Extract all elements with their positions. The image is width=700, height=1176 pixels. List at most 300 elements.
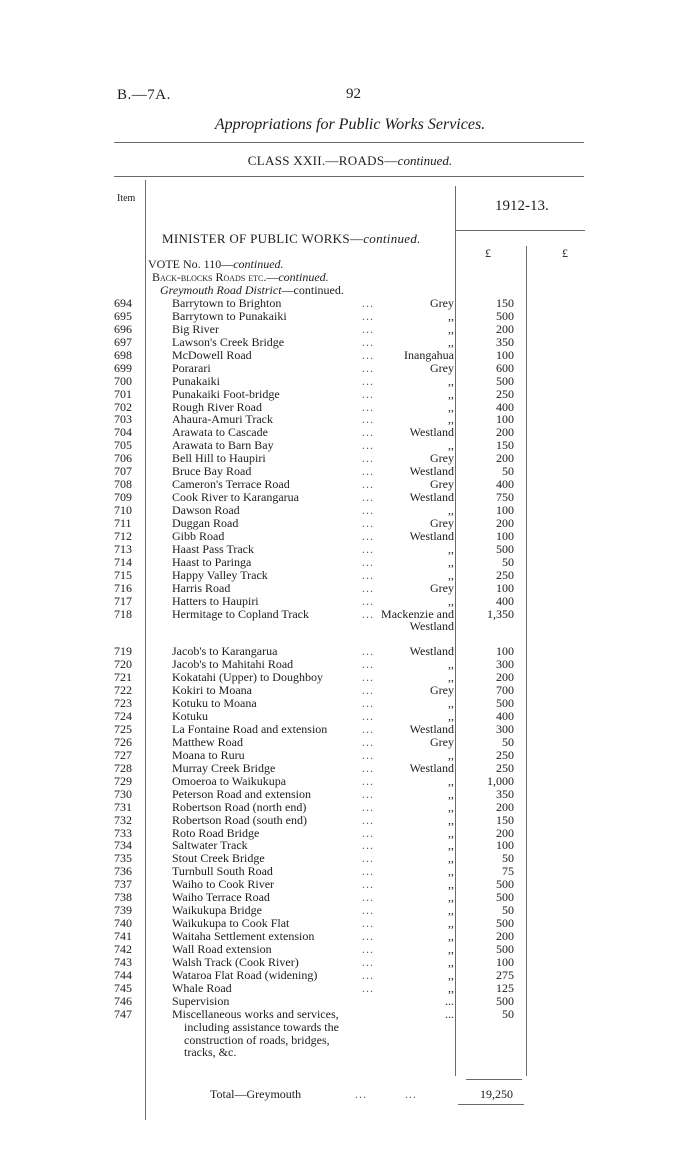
table-row: [0, 543, 700, 556]
vote-heading-main: VOTE No. 110—: [148, 257, 234, 271]
item-description: Robertson Road (north end): [172, 799, 307, 814]
minister-heading: [162, 231, 421, 247]
item-number: 708: [114, 477, 132, 492]
item-number: 746: [114, 993, 132, 1008]
item-description: Haast to Paringa: [172, 554, 252, 569]
amount: 50: [502, 554, 514, 569]
amount: 100: [496, 412, 514, 427]
electorate: ,,: [448, 412, 454, 427]
leader-dots: ...: [362, 954, 374, 969]
table-row: [0, 658, 700, 671]
item-number: 699: [114, 360, 132, 375]
item-number: 707: [114, 464, 132, 479]
table-row: [0, 439, 700, 452]
table-row: [0, 517, 700, 530]
amount: 200: [496, 321, 514, 336]
item-number: 734: [114, 838, 132, 853]
item-description: Punakaiki Foot-bridge: [172, 386, 280, 401]
leader-dots: ...: [362, 360, 374, 375]
item-number: 741: [114, 929, 132, 943]
item-description: Kokiri to Moana: [172, 683, 252, 698]
item-description: Barrytown to Brighton: [172, 296, 282, 310]
item-number: 747: [114, 1006, 132, 1021]
table-row: [0, 736, 700, 749]
total-amount: 19,250: [480, 1087, 513, 1101]
electorate: ,,: [448, 308, 454, 323]
amount: 100: [496, 580, 514, 595]
electorate: ,,: [448, 321, 454, 336]
table-row: [0, 762, 700, 775]
item-number: 700: [114, 373, 132, 388]
table-row: [0, 556, 700, 569]
table-row: [0, 297, 700, 310]
amount: 500: [496, 993, 514, 1008]
amount: 200: [496, 799, 514, 814]
electorate: ,,: [448, 812, 454, 827]
table-row: [0, 1008, 700, 1021]
table-row: [0, 504, 700, 517]
electorate: ,,: [448, 838, 454, 853]
table-row: [0, 827, 700, 840]
item-description: Arawata to Barn Bay: [172, 438, 274, 453]
item-number: 742: [114, 941, 132, 956]
page-title: Appropriations for Public Works Services.: [214, 116, 486, 133]
electorate: Grey: [430, 580, 454, 595]
leader-dots: ...: [362, 593, 374, 608]
electorate: ,,: [448, 373, 454, 388]
item-description: Bell Hill to Haupiri: [172, 451, 266, 466]
item-number: 694: [114, 296, 132, 310]
electorate: ,,: [448, 851, 454, 866]
electorate: Westland: [409, 644, 454, 659]
amount: 500: [496, 373, 514, 388]
electorate: ,,: [448, 438, 454, 453]
electorate: ,,: [448, 825, 454, 840]
item-description: Miscellaneous works and services,: [172, 1006, 339, 1021]
item-description: Cameron's Terrace Road: [172, 477, 290, 492]
item-number: 715: [114, 567, 132, 582]
leader-dots: ...: [362, 890, 374, 905]
item-description: McDowell Road: [172, 347, 252, 362]
item-description: Waikukupa to Cook Flat: [172, 916, 290, 931]
amount: 100: [496, 644, 514, 659]
leader-dots: ...: [362, 916, 374, 931]
electorate: Grey: [430, 683, 454, 698]
electorate: ,,: [448, 554, 454, 569]
subhead-heading-suffix: continued.: [278, 270, 329, 284]
electorate: ,,: [448, 903, 454, 918]
table-row: [0, 671, 700, 684]
leader-dots: ...: [362, 734, 374, 749]
table-row-continuation: [0, 1034, 700, 1047]
leader-dots: ...: [362, 373, 374, 388]
electorate: ,,: [448, 709, 454, 724]
leader-dots: ...: [362, 477, 374, 492]
amount: 150: [496, 438, 514, 453]
item-description: Turnbull South Road: [172, 864, 273, 879]
table-row: [0, 995, 700, 1008]
leader-dots: ...: [362, 347, 374, 362]
leader-dots: ...: [362, 967, 374, 982]
item-number: 695: [114, 308, 132, 323]
amount: 50: [502, 1006, 514, 1021]
leader-dots: ...: [362, 541, 374, 556]
item-number: 712: [114, 528, 132, 543]
amount: 75: [502, 864, 514, 879]
item-description: Punakaiki: [172, 373, 220, 388]
electorate: ,,: [448, 799, 454, 814]
item-description: Walsh Track (Cook River): [172, 954, 299, 969]
table-row: [0, 865, 700, 878]
table-top-rule: [114, 176, 584, 177]
leader-dots: ...: [362, 838, 374, 853]
leader-dots: ...: [362, 321, 374, 336]
leader-dots: ...: [362, 386, 374, 401]
item-number: 727: [114, 747, 132, 762]
item-description: Waiho Terrace Road: [172, 890, 270, 905]
electorate: ,,: [448, 386, 454, 401]
amount: 200: [496, 451, 514, 466]
item-number: 733: [114, 825, 132, 840]
electorate: ,,: [448, 864, 454, 879]
item-number: 714: [114, 554, 132, 569]
electorate: Grey: [430, 515, 454, 530]
item-description: Kokatahi (Upper) to Doughboy: [172, 670, 323, 685]
leader-dots: ...: [362, 657, 374, 672]
table-row: [0, 839, 700, 852]
electorate: Westland: [409, 722, 454, 736]
amount: 300: [496, 657, 514, 672]
table-row: [0, 904, 700, 917]
amount: 500: [496, 890, 514, 905]
total-leader-dots-1: ...: [355, 1087, 367, 1101]
electorate: ,,: [448, 696, 454, 711]
table-row: [0, 362, 700, 375]
table-row: [0, 697, 700, 710]
item-number: 744: [114, 967, 132, 982]
item-description: Bruce Bay Road: [172, 464, 252, 479]
item-number: 717: [114, 593, 132, 608]
table-row: [0, 336, 700, 349]
table-row: [0, 943, 700, 956]
amount: 600: [496, 360, 514, 375]
item-number: 698: [114, 347, 132, 362]
electorate: ...: [445, 1006, 454, 1021]
amount: 125: [496, 980, 514, 995]
item-number: 705: [114, 438, 132, 453]
subhead-heading-main: Back-blocks Roads etc.—: [152, 270, 279, 284]
amount: 400: [496, 593, 514, 608]
item-description: Stout Creek Bridge: [172, 851, 265, 866]
item-description: Wall Road extension: [172, 941, 272, 956]
item-description: Rough River Road: [172, 399, 262, 414]
leader-dots: ...: [362, 580, 374, 595]
amount: 150: [496, 296, 514, 310]
total-label: Total—Greymouth: [210, 1087, 302, 1101]
item-number: 743: [114, 954, 132, 969]
item-number: 710: [114, 503, 132, 517]
table-row: [0, 917, 700, 930]
title-rule: [114, 142, 584, 143]
item-description-continuation: construction of roads, bridges,: [184, 1032, 330, 1047]
item-description: Waitaha Settlement extension: [172, 929, 315, 943]
amount: 500: [496, 308, 514, 323]
item-number: 722: [114, 683, 132, 698]
leader-dots: ...: [362, 515, 374, 530]
table-row: [0, 710, 700, 723]
item-description-continuation: including assistance towards the: [184, 1019, 339, 1034]
electorate: Grey: [430, 451, 454, 466]
amount: 250: [496, 567, 514, 582]
electorate: ,,: [448, 773, 454, 788]
electorate: ,,: [448, 929, 454, 943]
item-number: 720: [114, 657, 132, 672]
item-description: Peterson Road and extension: [172, 786, 311, 801]
electorate: ,,: [448, 967, 454, 982]
item-number: 728: [114, 760, 132, 775]
item-description: Barrytown to Punakaiki: [172, 308, 287, 323]
leader-dots: ...: [362, 773, 374, 788]
electorate: Westland: [409, 464, 454, 479]
table-row: [0, 413, 700, 426]
pound-sign-column-2: £: [562, 246, 568, 260]
table-row: [0, 645, 700, 658]
table-row: [0, 684, 700, 697]
item-number: 703: [114, 412, 132, 427]
item-number: 709: [114, 490, 132, 505]
electorate: ,,: [448, 657, 454, 672]
table-row: [0, 878, 700, 891]
item-description: Waiho to Cook River: [172, 877, 275, 892]
leader-dots: ...: [362, 606, 374, 621]
table-row: [0, 608, 700, 621]
leader-dots: ...: [362, 308, 374, 323]
table-row: [0, 582, 700, 595]
amount: 100: [496, 503, 514, 517]
item-number: 696: [114, 321, 132, 336]
year-column-header: 1912-13.: [495, 198, 549, 214]
total-leader-dots-2: ...: [405, 1087, 417, 1101]
item-number: 739: [114, 903, 132, 918]
electorate: ,,: [448, 980, 454, 995]
item-number: 729: [114, 773, 132, 788]
amount: 700: [496, 683, 514, 698]
item-number: 721: [114, 670, 132, 685]
item-number: 736: [114, 864, 132, 879]
item-description: Hatters to Haupiri: [172, 593, 259, 608]
item-description: Waikukupa Bridge: [172, 903, 263, 918]
leader-dots: ...: [362, 399, 374, 414]
district-heading-main: Greymouth Road District: [160, 283, 282, 297]
amount: 500: [496, 696, 514, 711]
item-description: Kotuku: [172, 709, 208, 724]
leader-dots: ...: [362, 980, 374, 995]
amount: 400: [496, 477, 514, 492]
item-number: 718: [114, 606, 132, 621]
amount: 750: [496, 490, 514, 505]
item-number: 731: [114, 799, 132, 814]
electorate: ,,: [448, 786, 454, 801]
table-row: [0, 969, 700, 982]
total-top-rule: [466, 1079, 522, 1080]
leader-dots: ...: [362, 709, 374, 724]
item-description: Cook River to Karangarua: [172, 490, 299, 505]
leader-dots: ...: [362, 567, 374, 582]
amount: 250: [496, 386, 514, 401]
item-description: Whale Road: [172, 980, 232, 995]
table-row: [0, 426, 700, 439]
electorate: ,,: [448, 567, 454, 582]
table-row: [0, 852, 700, 865]
table-row: [0, 775, 700, 788]
amount: 100: [496, 528, 514, 543]
table-row-continuation: [0, 1046, 700, 1059]
amount: 50: [502, 851, 514, 866]
leader-dots: ...: [362, 812, 374, 827]
amount: 400: [496, 709, 514, 724]
table-row: [0, 452, 700, 465]
electorate: ,,: [448, 890, 454, 905]
electorate: ,,: [448, 670, 454, 685]
item-number: 704: [114, 425, 132, 440]
electorate: Inangahua: [404, 347, 454, 362]
item-number: 740: [114, 916, 132, 931]
item-number: 713: [114, 541, 132, 556]
electorate: ,,: [448, 334, 454, 349]
item-description: Roto Road Bridge: [172, 825, 260, 840]
table-row: [0, 788, 700, 801]
electorate: ,,: [448, 541, 454, 556]
item-number: 723: [114, 696, 132, 711]
table-row: [0, 465, 700, 478]
electorate: Grey: [430, 296, 454, 310]
table-row: [0, 530, 700, 543]
class-heading: [0, 153, 700, 169]
leader-dots: ...: [362, 503, 374, 517]
amount: 100: [496, 347, 514, 362]
amount: 100: [496, 954, 514, 969]
table-row: [0, 982, 700, 995]
item-number: 745: [114, 980, 132, 995]
electorate: Westland: [409, 528, 454, 543]
electorate: Grey: [430, 477, 454, 492]
item-number: 726: [114, 734, 132, 749]
leader-dots: ...: [362, 425, 374, 440]
amount: 350: [496, 334, 514, 349]
amount: 300: [496, 722, 514, 736]
item-description: Arawata to Cascade: [172, 425, 268, 440]
table-row: [0, 478, 700, 491]
table-row: [0, 891, 700, 904]
district-heading-suffix: —continued.: [281, 283, 344, 297]
leader-dots: ...: [362, 464, 374, 479]
electorate: Grey: [430, 360, 454, 375]
amount: 400: [496, 399, 514, 414]
item-number: 697: [114, 334, 132, 349]
amount: 250: [496, 747, 514, 762]
table-row: [0, 401, 700, 414]
item-number: 701: [114, 386, 132, 401]
leader-dots: ...: [362, 799, 374, 814]
amount: 1,350: [487, 606, 514, 621]
item-description: Porarari: [172, 360, 211, 375]
item-description: Happy Valley Track: [172, 567, 268, 582]
item-description: Duggan Road: [172, 515, 239, 530]
leader-dots: ...: [362, 528, 374, 543]
item-number: 702: [114, 399, 132, 414]
item-description: Supervision: [172, 993, 230, 1008]
amount: 200: [496, 670, 514, 685]
item-column-header: Item: [117, 193, 136, 204]
electorate: ,,: [448, 954, 454, 969]
leader-dots: ...: [362, 554, 374, 569]
item-description: Moana to Ruru: [172, 747, 245, 762]
leader-dots: ...: [362, 451, 374, 466]
amount: 200: [496, 825, 514, 840]
class-heading-suffix: continued.: [397, 153, 453, 168]
electorate: ,,: [448, 916, 454, 931]
table-row-continuation: [0, 1021, 700, 1034]
item-description: Wataroa Flat Road (widening): [172, 967, 318, 982]
amount: 250: [496, 760, 514, 775]
item-description: Kotuku to Moana: [172, 696, 257, 711]
leader-dots: ...: [362, 929, 374, 943]
item-number: 724: [114, 709, 132, 724]
electorate: ...: [445, 993, 454, 1008]
item-description: Lawson's Creek Bridge: [172, 334, 285, 349]
electorate: Westland: [409, 425, 454, 440]
item-number: 732: [114, 812, 132, 827]
row-gap: [0, 633, 700, 645]
leader-dots: ...: [362, 722, 374, 736]
leader-dots: ...: [362, 864, 374, 879]
amount: 1,000: [487, 773, 514, 788]
header-divider-rule: [455, 230, 585, 231]
table-row: [0, 349, 700, 362]
item-description: Haast Pass Track: [172, 541, 255, 556]
document-reference: B.—7A.: [117, 87, 171, 103]
electorate: ,,: [448, 593, 454, 608]
table-row: [0, 310, 700, 323]
item-description: Dawson Road: [172, 503, 240, 517]
page-number: 92: [346, 86, 361, 102]
item-number: 737: [114, 877, 132, 892]
class-heading-main: CLASS XXII.—ROADS—: [247, 153, 398, 168]
leader-dots: ...: [362, 903, 374, 918]
electorate: ,,: [448, 503, 454, 517]
leader-dots: ...: [362, 438, 374, 453]
amount: 500: [496, 941, 514, 956]
table-row: [0, 749, 700, 762]
item-number: 711: [114, 515, 132, 530]
minister-heading-main: MINISTER OF PUBLIC WORKS—: [162, 231, 364, 246]
table-row-continuation: [0, 620, 700, 633]
table-row: [0, 723, 700, 736]
leader-dots: ...: [362, 825, 374, 840]
leader-dots: ...: [362, 490, 374, 505]
electorate: Mackenzie and: [381, 606, 454, 621]
electorate: ,,: [448, 877, 454, 892]
item-description: Omoeroa to Waikukupa: [172, 773, 287, 788]
amount: 350: [496, 786, 514, 801]
item-description: Ahaura-Amuri Track: [172, 412, 273, 427]
item-description: La Fontaine Road and extension: [172, 722, 328, 736]
electorate: Grey: [430, 734, 454, 749]
amount: 500: [496, 916, 514, 931]
item-description: Saltwater Track: [172, 838, 248, 853]
leader-dots: ...: [362, 877, 374, 892]
item-number: 716: [114, 580, 132, 595]
